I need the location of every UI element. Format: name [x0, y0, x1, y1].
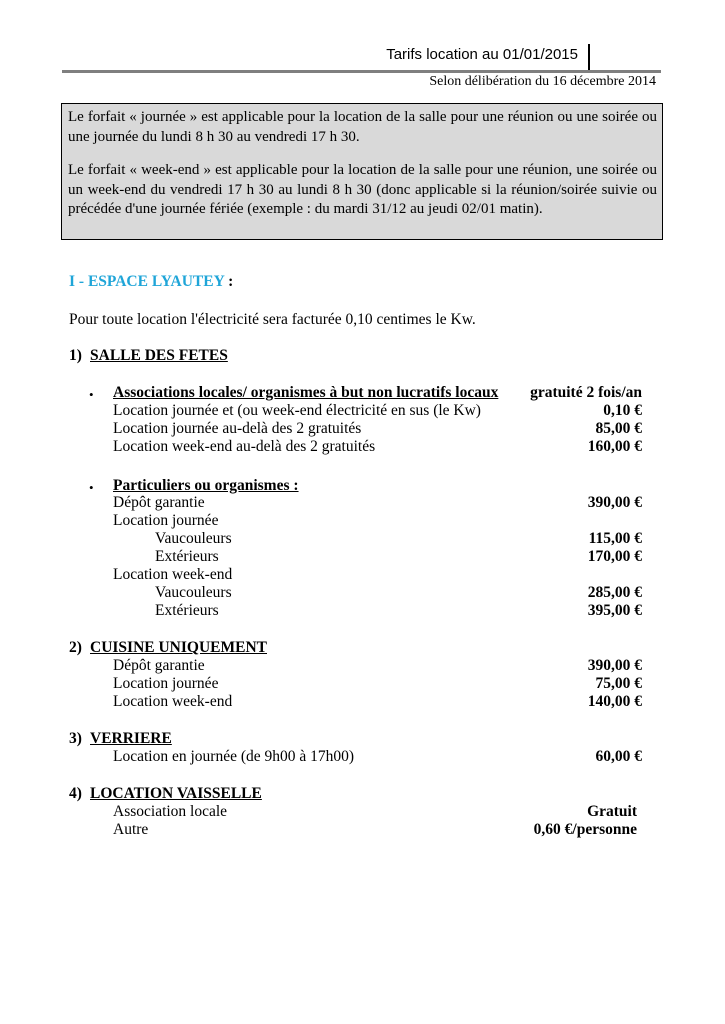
bullet-assoc: • [89, 387, 94, 402]
salle-number: 1) [69, 347, 82, 364]
bullet-part: • [89, 480, 94, 495]
part-depot-label: Dépôt garantie [113, 494, 205, 511]
cuisine-row-value: 390,00 € [587, 657, 642, 674]
salle-heading [69, 347, 228, 365]
cuisine-row-value: 75,00 € [595, 675, 642, 692]
assoc-heading-value: gratuité 2 fois/an [530, 384, 642, 401]
part-journee-vauc-label: Vaucouleurs [155, 530, 232, 547]
document-title: Tarifs location au 01/01/2015 [386, 46, 578, 63]
electricity-note: Pour toute location l'électricité sera facturée 0,10 centimes le Kw. [69, 311, 476, 328]
part-weekend-ext-value: 395,00 € [587, 602, 642, 619]
vaisselle-number: 4) [69, 785, 82, 802]
section-title-colon: : [224, 273, 234, 290]
forfait-weekend-paragraph: Le forfait « week-end » est applicable pour la location de la salle pour une réunion, une soirée ou un week-end du vendredi 17 h 30 au lundi 8 h 30 (donc applicable si la réunion/soirée suivie ou précédée d'une journée fériée (exemple : du mardi 31/12 au jeudi 02/01 matin). [68, 162, 657, 218]
assoc-row-value: 160,00 € [587, 438, 642, 455]
part-weekend-vauc-value: 285,00 € [587, 584, 642, 601]
assoc-row-label: Location journée au-delà des 2 gratuités [113, 420, 362, 437]
forfait-info-box [61, 103, 663, 240]
verriere-number: 3) [69, 730, 82, 747]
section-title [69, 273, 233, 291]
assoc-row-value: 85,00 € [595, 420, 642, 437]
salle-title: SALLE DES FETES [90, 347, 228, 364]
cuisine-row-value: 140,00 € [587, 693, 642, 710]
part-weekend-vauc-label: Vaucouleurs [155, 584, 232, 601]
part-journee-vauc-value: 115,00 € [588, 530, 642, 547]
vaisselle-heading [69, 785, 262, 803]
vaisselle-row-label: Autre [113, 821, 149, 838]
verriere-row-value: 60,00 € [595, 748, 642, 765]
assoc-row-label: Location journée et (ou week-end électricité en sus (le Kw) [113, 402, 481, 419]
cuisine-title: CUISINE UNIQUEMENT [90, 639, 267, 656]
cuisine-row-label: Location week-end [113, 693, 233, 710]
header-divider-horizontal [62, 70, 661, 73]
verriere-heading [69, 730, 172, 748]
cuisine-row-label: Location journée [113, 675, 219, 692]
forfait-journee-paragraph: Le forfait « journée » est applicable pour la location de la salle pour une réunion ou une soirée ou une journée du lundi 8 h 30 au vendredi 17 h 30. [68, 109, 657, 145]
verriere-row-label: Location en journée (de 9h00 à 17h00) [113, 748, 355, 765]
vaisselle-row-label: Association locale [113, 803, 228, 820]
part-journee-label: Location journée [113, 512, 219, 529]
assoc-row-label: Location week-end au-delà des 2 gratuités [113, 438, 376, 455]
cuisine-number: 2) [69, 639, 82, 656]
vaisselle-title: LOCATION VAISSELLE [90, 785, 262, 802]
verriere-title: VERRIERE [90, 730, 172, 747]
vaisselle-row-value: Gratuit [587, 803, 637, 820]
part-journee-ext-value: 170,00 € [587, 548, 642, 565]
part-weekend-ext-label: Extérieurs [155, 602, 219, 619]
part-weekend-label: Location week-end [113, 566, 233, 583]
part-depot-value: 390,00 € [587, 494, 642, 511]
assoc-row-value: 0,10 € [603, 402, 642, 419]
part-heading: Particuliers ou organismes : [113, 477, 299, 494]
assoc-heading: Associations locales/ organismes à but non lucratifs locaux [113, 384, 499, 401]
document-subtitle: Selon délibération du 16 décembre 2014 [429, 74, 656, 89]
cuisine-row-label: Dépôt garantie [113, 657, 205, 674]
section-title-text: I - ESPACE LYAUTEY [69, 273, 225, 290]
vaisselle-row-value: 0,60 €/personne [533, 821, 637, 838]
header-divider-vertical [588, 44, 590, 72]
part-journee-ext-label: Extérieurs [155, 548, 219, 565]
cuisine-heading [69, 639, 267, 657]
